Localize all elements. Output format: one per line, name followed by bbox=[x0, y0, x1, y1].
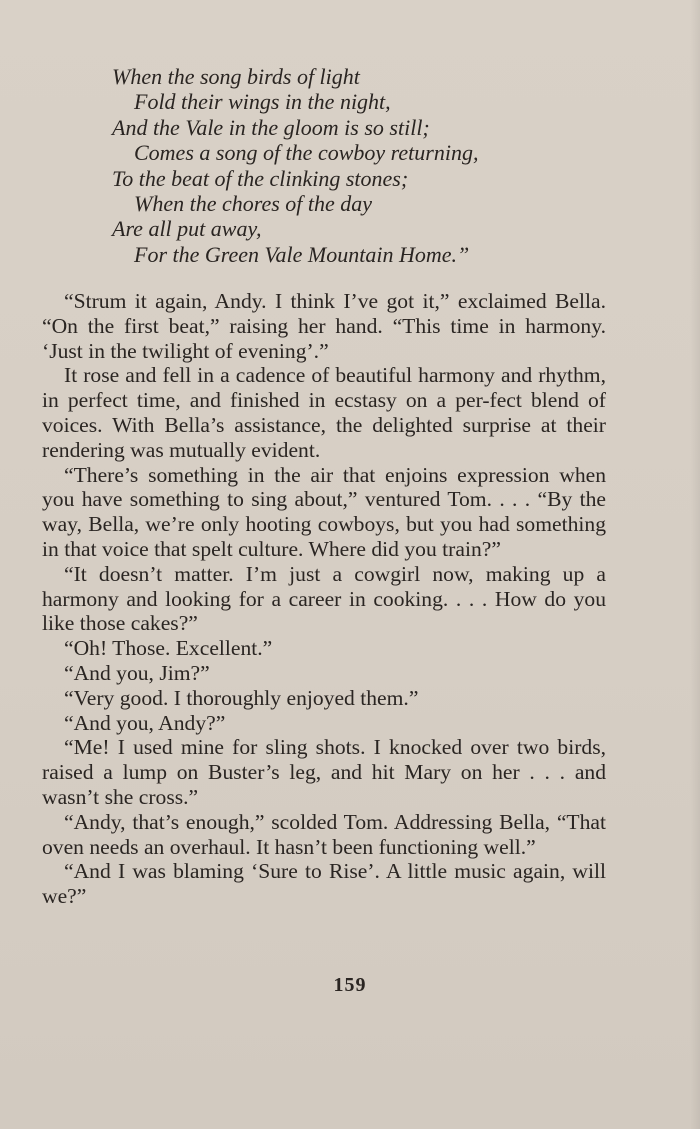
paragraph: “Andy, that’s enough,” scolded Tom. Addressing Bella, “That oven needs an overhaul. It hasn’t been functioning well.” bbox=[42, 809, 606, 859]
paragraph: “There’s something in the air that enjoins expression when you have something to sing about,” ventured Tom. . . . “By the way, Bella, we’re only hooting cowboys, but you had something in that voice that spelt culture. Where did you train?” bbox=[42, 462, 606, 561]
page-number: 159 bbox=[333, 974, 367, 996]
song-verse bbox=[112, 64, 652, 267]
paragraph: “And I was blaming ‘Sure to Rise’. A little music again, will we?” bbox=[42, 859, 606, 909]
paragraph: “Strum it again, Andy. I think I’ve got it,” exclaimed Bella. “On the first beat,” raising her hand. “This time in harmony. ‘Just in the twilight of evening’.” bbox=[42, 289, 606, 363]
prose-body bbox=[42, 289, 606, 909]
verse-line: When the song birds of light bbox=[112, 64, 360, 89]
paragraph: “Me! I used mine for sling shots. I knocked over two birds, raised a lump on Buster’s leg, and hit Mary on her . . . and wasn’t she cross.” bbox=[42, 735, 606, 809]
verse-line: Fold their wings in the night, bbox=[134, 89, 391, 115]
verse-line: To the beat of the clinking stones; bbox=[112, 165, 409, 191]
paragraph: “Very good. I thoroughly enjoyed them.” bbox=[64, 685, 419, 710]
paragraph: It rose and fell in a cadence of beautiful harmony and rhythm, in perfect time, and finished in ecstasy on a per-fect blend of voices. With Bella’s assistance, the delighted surprise at their rendering was mutually evident. bbox=[42, 363, 606, 462]
paragraph: “And you, Jim?” bbox=[64, 660, 210, 685]
verse-line: For the Green Vale Mountain Home.” bbox=[134, 241, 470, 267]
verse-line: And the Vale in the gloom is so still; bbox=[112, 114, 430, 140]
paragraph: “And you, Andy?” bbox=[64, 710, 226, 735]
paragraph: “It doesn’t matter. I’m just a cowgirl now, making up a harmony and looking for a career in cooking. . . . How do you like those cakes?” bbox=[42, 561, 606, 636]
verse-line: Comes a song of the cowboy returning, bbox=[134, 140, 479, 166]
paragraph: “Oh! Those. Excellent.” bbox=[64, 636, 273, 661]
page-edge-shadow bbox=[690, 0, 700, 1129]
verse-line: When the chores of the day bbox=[134, 191, 373, 217]
verse-line: Are all put away, bbox=[112, 216, 262, 242]
